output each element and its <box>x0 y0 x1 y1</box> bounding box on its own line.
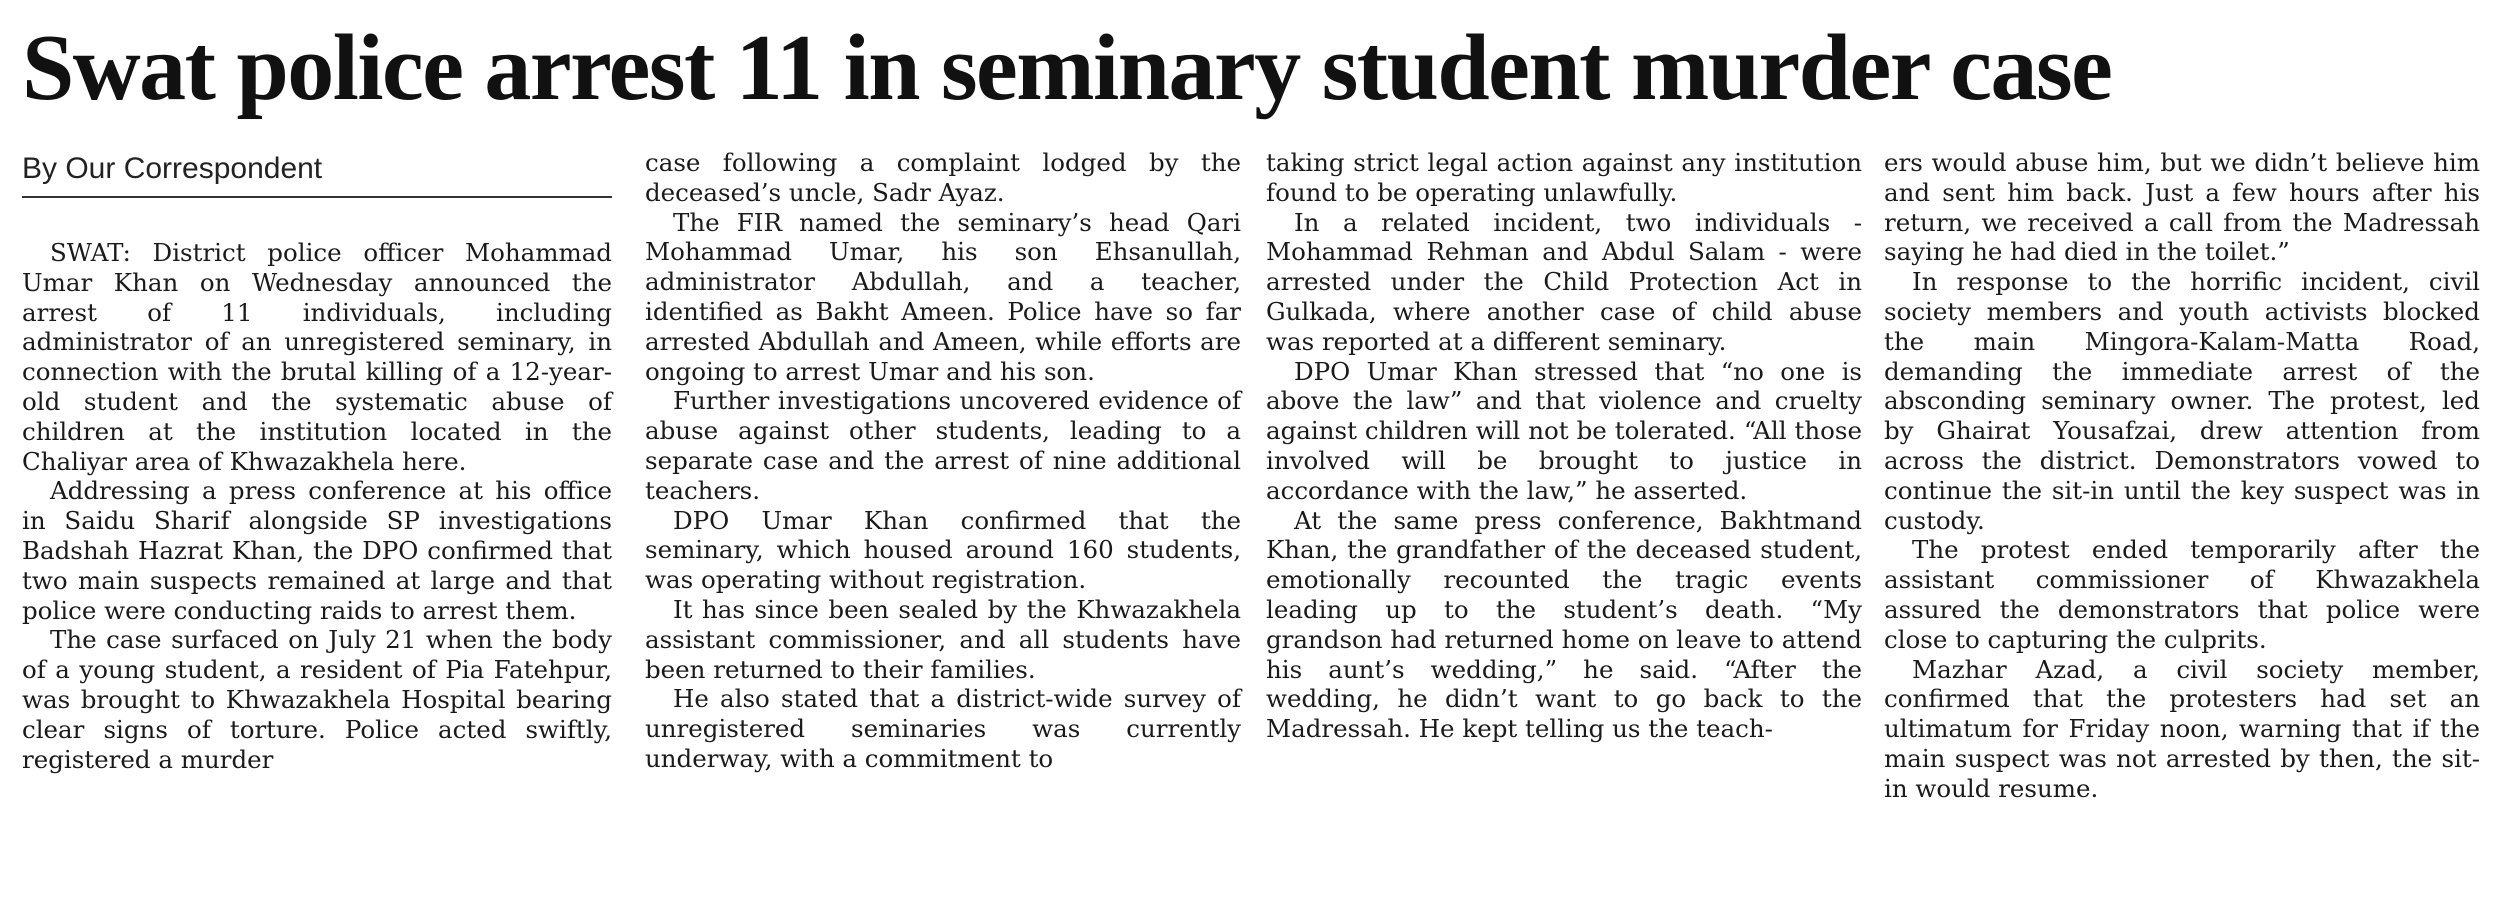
paragraph: The protest ended temporarily after the assistant commissioner of Khwazakhela assured the demonstrators that police were close to capturing the culprits. <box>1884 535 2480 654</box>
paragraph: Mazhar Azad, a civil society member, confirmed that the protesters had set an ultimatum for Friday noon, warning that if the main suspect was not arrested by then, the sit-in would resume. <box>1884 654 2480 803</box>
paragraph: The case surfaced on July 21 when the body of a young student, a resident of Pia Fatehpur, was brought to Khwazakhela Hospital bearing clear signs of torture. Police acted swiftly, registered a murder <box>22 625 612 774</box>
paragraph: At the same press conference, Bakhtmand Khan, the grandfather of the deceased student, emotionally recounted the tragic events leading up to the student’s death. “My grandson had returned home on leave to attend his aunt’s wedding,” he said. “After the wedding, he didn’t want to go back to the Madressah. He kept telling us the teach- <box>1266 505 1862 744</box>
paragraph: In response to the horrific incident, civil society members and youth activists blocked the main Mingora-Kalam-Matta Road, demanding the immediate arrest of the absconding seminary owner. The protest, led by Ghairat Yousafzai, drew attention from across the district. Demonstrators vowed to continue the sit-in until the key suspect was in custody. <box>1884 267 2480 535</box>
paragraph: DPO Umar Khan stressed that “no one is above the law” and that violence and cruelty against children will not be tolerated. “All those involved will be brought to justice in accordance with the law,” he asserted. <box>1266 356 1862 505</box>
paragraph: Addressing a press conference at his office in Saidu Sharif alongside SP investigations Badshah Hazrat Khan, the DPO confirmed that two main suspects remained at large and that police were conducting raids to arrest them. <box>22 476 612 625</box>
paragraph: He also stated that a district-wide survey of unregistered seminaries was currently underway, with a commitment to <box>645 684 1241 773</box>
paragraph: SWAT: District police officer Mohammad Umar Khan on Wednesday announced the arrest of 11 individuals, including administrator of an unregistered seminary, in connection with the brutal killing of a 12-year-old student and the systematic abuse of children at the institution located in the Chaliyar area of Khwazakhela here. <box>22 238 612 476</box>
byline-divider <box>22 196 612 198</box>
paragraph-continued: case following a complaint lodged by the deceased’s uncle, Sadr Ayaz. <box>645 148 1241 207</box>
article-column-2 <box>645 148 1241 774</box>
paragraph: DPO Umar Khan confirmed that the seminary, which housed around 160 students, was operating without registration. <box>645 505 1241 595</box>
article-column-3 <box>1266 148 1862 744</box>
paragraph: In a related incident, two individuals - Mohammad Rehman and Abdul Salam - were arrested under the Child Protection Act in Gulkada, where another case of child abuse was reported at a different seminary. <box>1266 207 1862 356</box>
article-headline: Swat police arrest 11 in seminary student murder case <box>22 16 2112 120</box>
article-column-4 <box>1884 148 2480 804</box>
paragraph: The FIR named the seminary’s head Qari Mohammad Umar, his son Ehsanullah, administrator Abdullah, and a teacher, identified as Bakht Ameen. Police have so far arrested Abdullah and Ameen, while efforts are ongoing to arrest Umar and his son. <box>645 207 1241 386</box>
paragraph-continued: taking strict legal action against any institution found to be operating unlawfully. <box>1266 148 1862 207</box>
paragraph-continued: ers would abuse him, but we didn’t believe him and sent him back. Just a few hours after his return, we received a call from the Madressah saying he had died in the toilet.” <box>1884 148 2480 267</box>
article-column-1 <box>22 238 612 774</box>
article-byline: By Our Correspondent <box>22 152 323 185</box>
paragraph: It has since been sealed by the Khwazakhela assistant commissioner, and all students have been returned to their families. <box>645 594 1241 684</box>
paragraph: Further investigations uncovered evidence of abuse against other students, leading to a separate case and the arrest of nine additional teachers. <box>645 386 1241 505</box>
